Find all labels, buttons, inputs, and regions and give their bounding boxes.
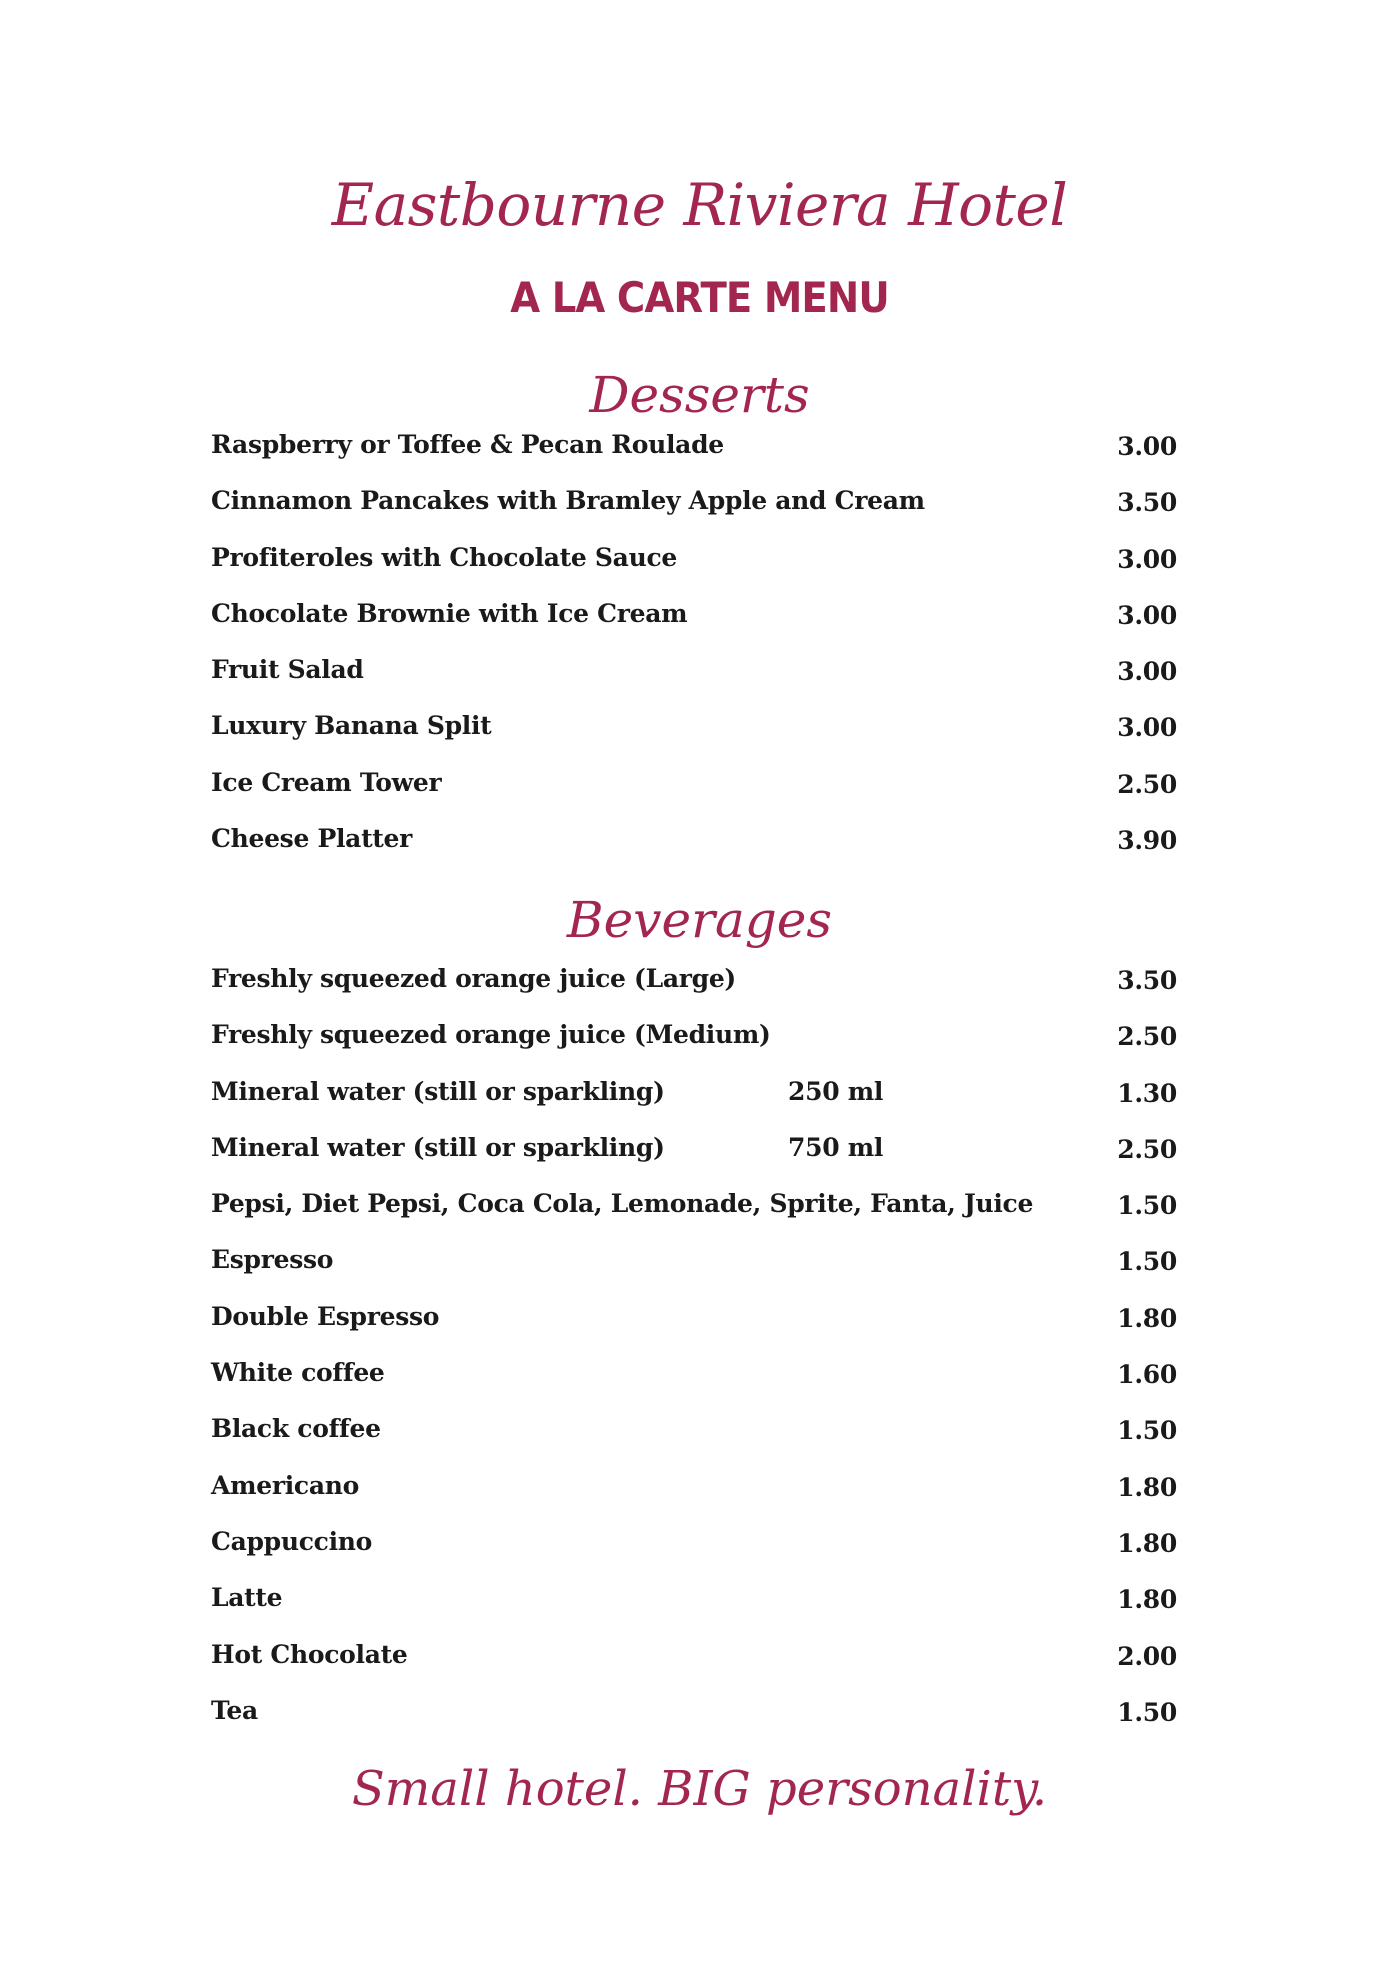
- item-name: Hot Chocolate: [211, 1639, 408, 1669]
- item-price: 3.00: [1117, 600, 1177, 630]
- item-name: Mineral water (still or sparkling): [211, 1076, 665, 1106]
- menu-item: [211, 1696, 1181, 1752]
- item-name: Mineral water (still or sparkling): [211, 1132, 665, 1162]
- item-name: Luxury Banana Split: [211, 711, 492, 741]
- item-price: 3.00: [1117, 544, 1177, 574]
- item-price: 3.50: [1117, 488, 1177, 518]
- menu-item: [211, 711, 1181, 767]
- item-name: Cinnamon Pancakes with Bramley Apple and Cream: [211, 486, 925, 516]
- menu-item: [211, 1189, 1181, 1245]
- item-price: 3.90: [1117, 826, 1177, 856]
- menu-item: [211, 430, 1181, 486]
- menu-title: A LA CARTE MENU: [510, 273, 889, 322]
- menu-item: [211, 1640, 1181, 1696]
- item-name: Espresso: [211, 1245, 334, 1275]
- item-price: 1.80: [1117, 1303, 1177, 1333]
- item-price: 1.60: [1117, 1360, 1177, 1390]
- menu-item: [211, 1527, 1181, 1583]
- menu-item: [211, 1245, 1181, 1301]
- item-price: 3.00: [1117, 713, 1177, 743]
- item-name: Cheese Platter: [211, 824, 413, 854]
- menu-item: [211, 1020, 1181, 1076]
- item-price: 1.50: [1117, 1416, 1177, 1446]
- item-price: 1.80: [1117, 1585, 1177, 1615]
- item-name: Raspberry or Toffee & Pecan Roulade: [211, 430, 724, 459]
- item-size: 250 ml: [788, 1076, 884, 1106]
- item-price: 1.50: [1117, 1247, 1177, 1277]
- tagline: Small hotel. BIG personality.: [351, 1761, 1048, 1817]
- item-name: Tea: [211, 1695, 258, 1725]
- menu-item: [211, 599, 1181, 655]
- menu-item: [211, 1302, 1181, 1358]
- menu-item: [211, 1414, 1181, 1470]
- item-price: 3.00: [1117, 657, 1177, 687]
- item-price: 1.50: [1117, 1191, 1177, 1221]
- menu-item: [211, 1077, 1181, 1133]
- item-price: 1.80: [1117, 1472, 1177, 1502]
- menu-item: [211, 768, 1181, 824]
- item-price: 3.00: [1117, 432, 1177, 461]
- item-price: 1.80: [1117, 1528, 1177, 1558]
- beverages-heading: Beverages: [566, 891, 833, 949]
- menu-item: [211, 486, 1181, 542]
- menu-item: [211, 1471, 1181, 1527]
- item-name: Double Espresso: [211, 1301, 440, 1331]
- menu-item: [211, 964, 1181, 1020]
- item-name: Freshly squeezed orange juice (Medium): [211, 1020, 771, 1050]
- item-price: 1.30: [1117, 1078, 1177, 1108]
- item-name: Americano: [211, 1470, 359, 1500]
- item-size: 750 ml: [788, 1132, 884, 1162]
- item-name: Freshly squeezed orange juice (Large): [211, 964, 736, 993]
- desserts-heading: Desserts: [589, 366, 810, 424]
- menu-item: [211, 1358, 1181, 1414]
- item-name: Black coffee: [211, 1414, 381, 1444]
- menu-item: [211, 543, 1181, 599]
- item-name: White coffee: [211, 1358, 385, 1388]
- item-price: 3.50: [1117, 966, 1177, 995]
- item-name: Latte: [211, 1583, 283, 1613]
- desserts-list: [211, 430, 1181, 880]
- item-name: Profiteroles with Chocolate Sauce: [211, 542, 677, 572]
- item-name: Fruit Salad: [211, 655, 364, 685]
- item-price: 2.50: [1117, 1022, 1177, 1052]
- item-name: Ice Cream Tower: [211, 767, 442, 797]
- menu-item: [211, 1133, 1181, 1189]
- item-price: 2.00: [1117, 1641, 1177, 1671]
- beverages-list: [211, 964, 1181, 1752]
- hotel-name: Eastbourne Riviera Hotel: [331, 171, 1068, 239]
- item-name: Chocolate Brownie with Ice Cream: [211, 598, 688, 628]
- item-price: 2.50: [1117, 769, 1177, 799]
- item-name: Cappuccino: [211, 1526, 373, 1556]
- item-name: Pepsi, Diet Pepsi, Coca Cola, Lemonade, Sprite, Fanta, Juice: [211, 1189, 1034, 1219]
- menu-item: [211, 655, 1181, 711]
- menu-item: [211, 1583, 1181, 1639]
- menu-item: [211, 824, 1181, 880]
- item-price: 2.50: [1117, 1134, 1177, 1164]
- item-price: 1.50: [1117, 1697, 1177, 1727]
